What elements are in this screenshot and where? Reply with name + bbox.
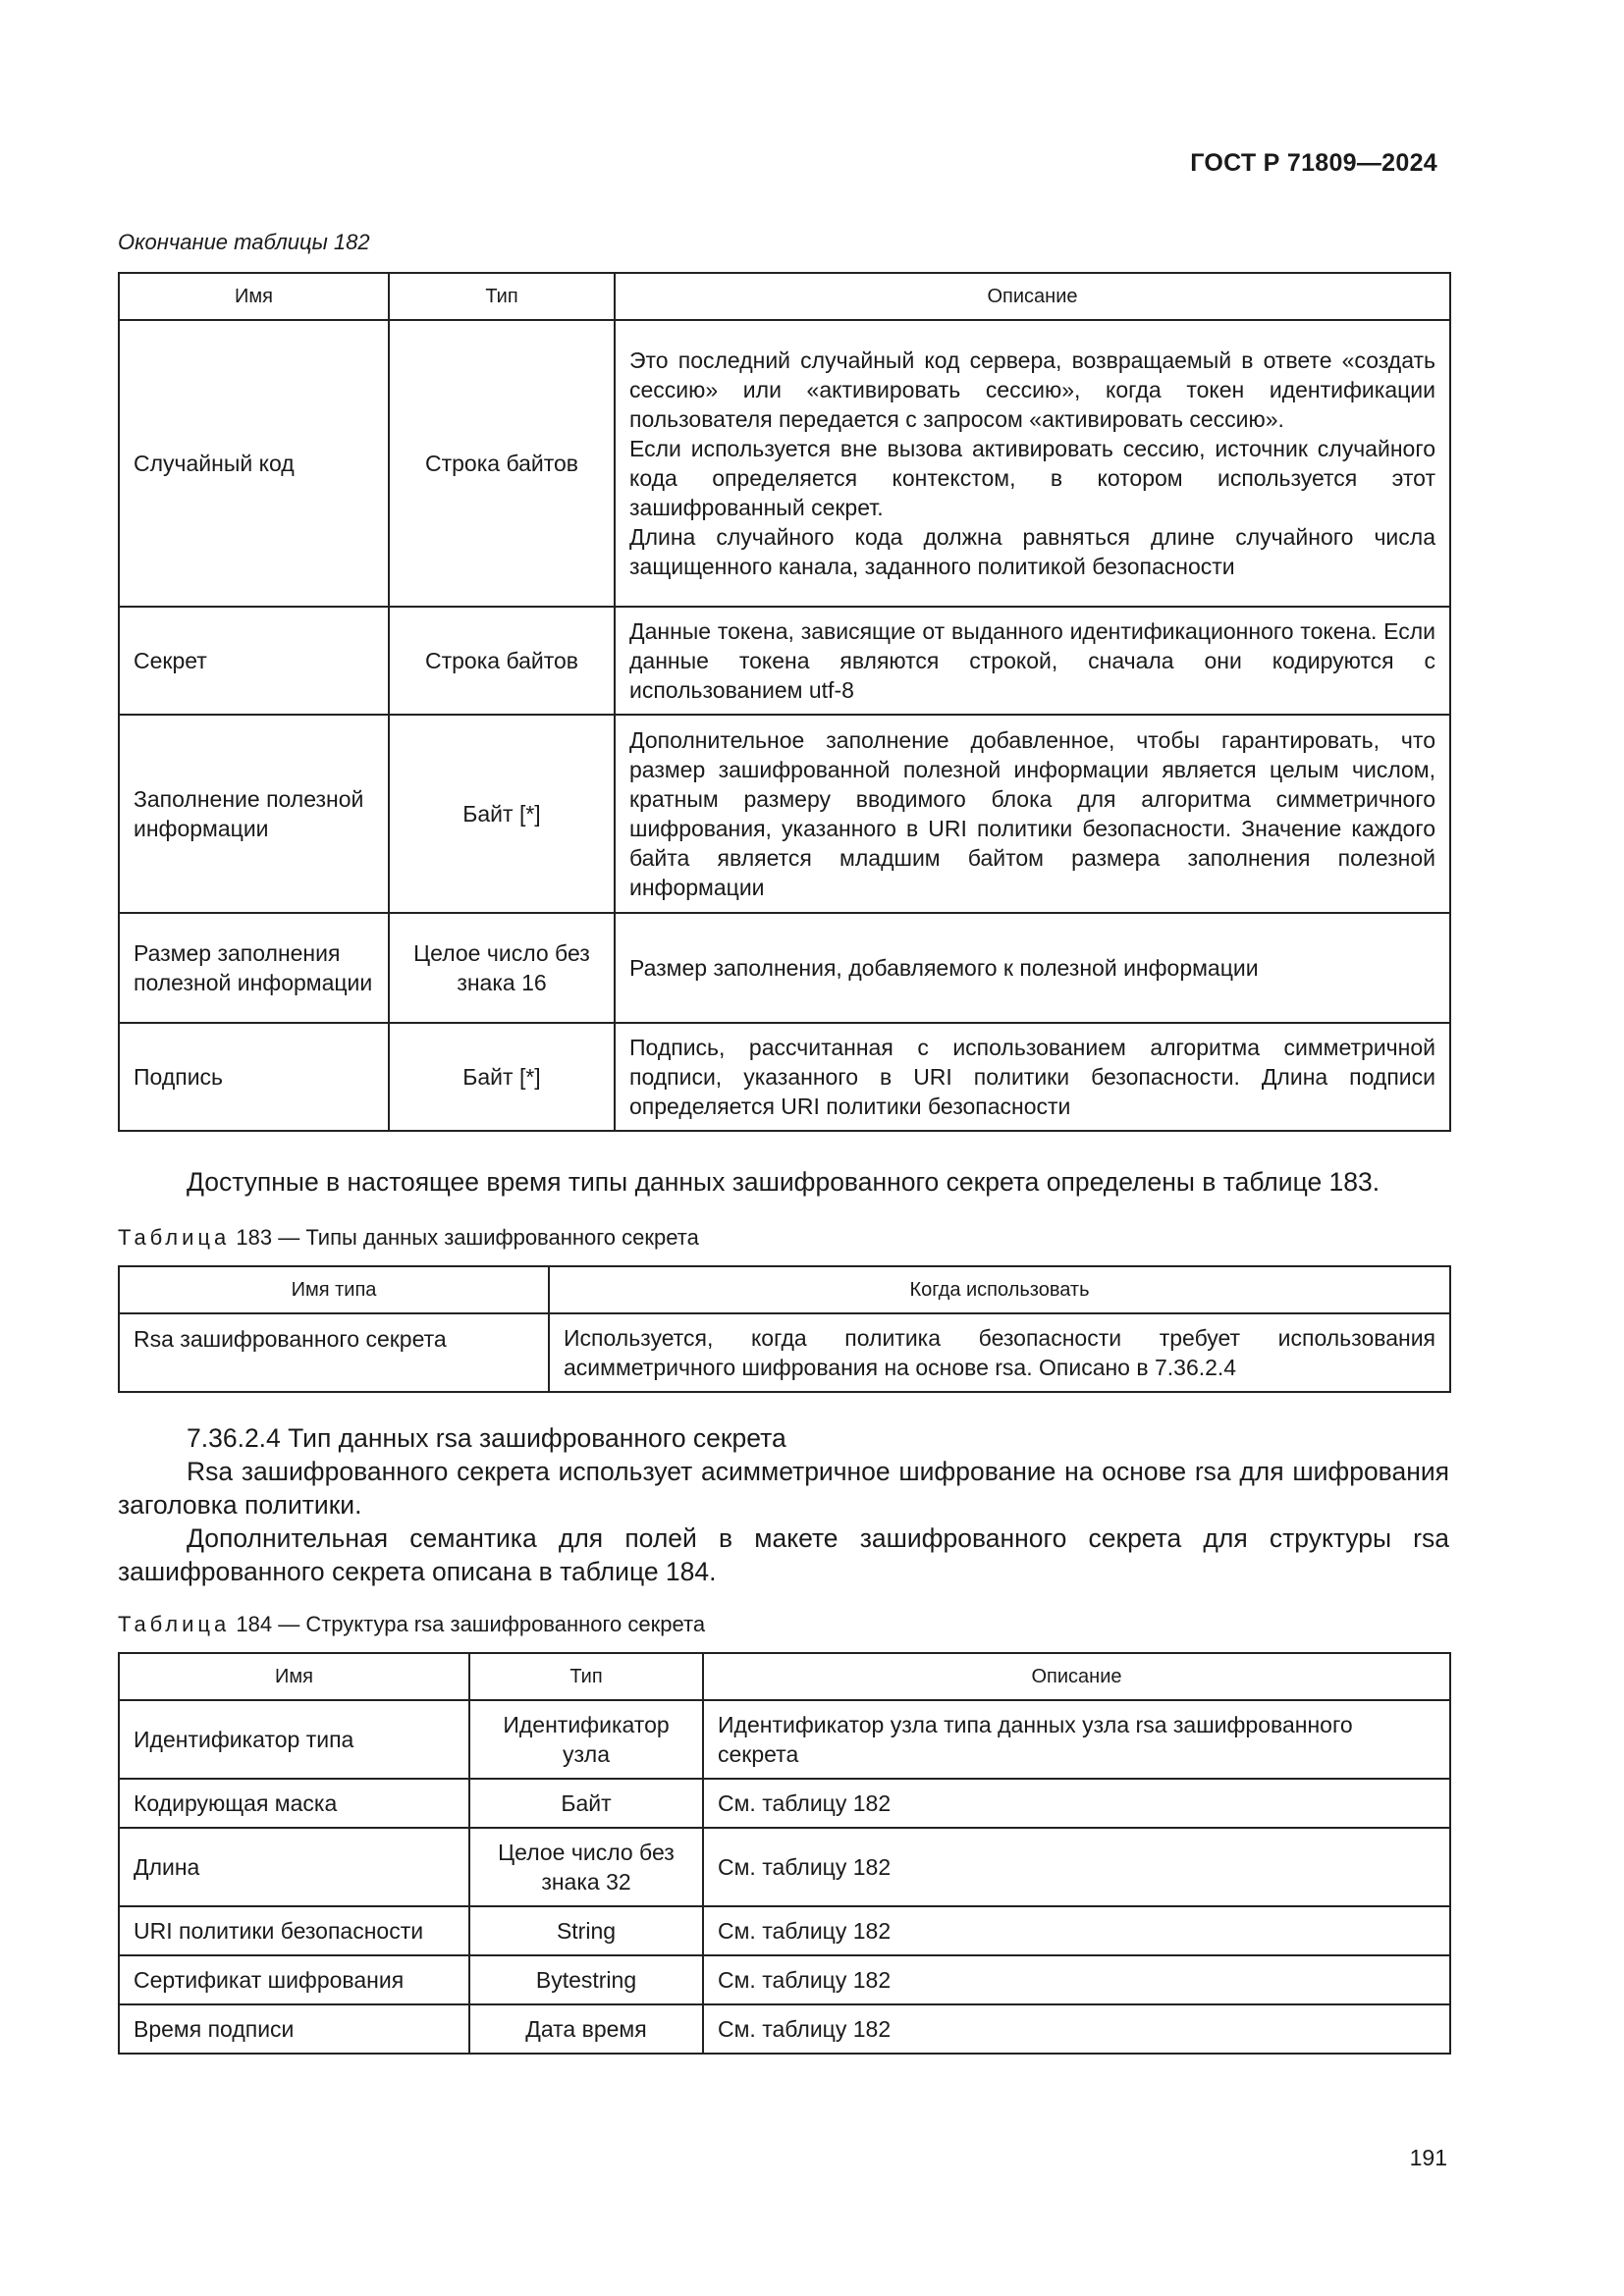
caption-label: Таблица [118, 1225, 231, 1250]
row-description: См. таблицу 182 [703, 1955, 1450, 2004]
row-name: Секрет [119, 607, 389, 715]
row-when: Используется, когда политика безопасности требует использования асимметричного шифрования на основе rsa. Описано в 7.36.2.4 [549, 1313, 1450, 1392]
description-paragraph: Если используется вне вызова активировать сессию, источник случайного кода определяется контекстом, в котором используется этот зашифрованный секрет. [629, 436, 1435, 520]
row-type: Строка байтов [389, 320, 615, 607]
caption-text: 184 — Структура rsa зашифрованного секрета [236, 1612, 706, 1636]
section-paragraph: Rsa зашифрованного секрета использует асимметричное шифрование на основе rsa для шифрования заголовка политики. [118, 1457, 1449, 1520]
row-name: Время подписи [119, 2004, 469, 2054]
table-row [119, 715, 1450, 913]
section-paragraph: Дополнительная семантика для полей в макете зашифрованного секрета для структуры rsa зашифрованного секрета описана в таблице 184. [118, 1523, 1449, 1586]
row-description: См. таблицу 182 [703, 1828, 1450, 1906]
row-description: Подпись, рассчитанная с использованием алгоритма симметричной подписи, указанного в URI политики безопасности. Длина подписи определяется URI политики безопасности [615, 1023, 1450, 1131]
document-code: ГОСТ Р 71809—2024 [1190, 149, 1437, 177]
row-type: Дата время [469, 2004, 703, 2054]
table-header-row [119, 273, 1450, 320]
row-type: Целое число без знака 32 [469, 1828, 703, 1906]
column-header: Описание [703, 1653, 1450, 1700]
table-row [119, 607, 1450, 715]
paragraph-available-types: Доступные в настоящее время типы данных зашифрованного секрета определены в таблице 183. [187, 1167, 1380, 1197]
row-name: Случайный код [119, 320, 389, 607]
section-heading: 7.36.2.4 Тип данных rsa зашифрованного секрета [187, 1423, 786, 1453]
row-type: Байт [*] [389, 1023, 615, 1131]
table-row [119, 320, 1450, 607]
caption-text: 183 — Типы данных зашифрованного секрета [236, 1225, 699, 1250]
table-183 [118, 1265, 1451, 1393]
row-type: Идентификатор узла [469, 1700, 703, 1779]
column-header: Тип [389, 273, 615, 320]
table-row [119, 1779, 1450, 1828]
table-header-row [119, 1266, 1450, 1313]
table-184-caption [118, 1612, 705, 1637]
row-type: String [469, 1906, 703, 1955]
page-number: 191 [1409, 2145, 1447, 2170]
caption-label: Таблица [118, 1612, 231, 1636]
row-name: Длина [119, 1828, 469, 1906]
description-paragraph: Длина случайного кода должна равняться длине случайного числа защищенного канала, заданного политикой безопасности [629, 524, 1435, 579]
row-description: См. таблицу 182 [703, 1779, 1450, 1828]
row-description: См. таблицу 182 [703, 1906, 1450, 1955]
row-description: См. таблицу 182 [703, 2004, 1450, 2054]
row-name: Идентификатор типа [119, 1700, 469, 1779]
row-name: Подпись [119, 1023, 389, 1131]
table-header-row [119, 1653, 1450, 1700]
table-row [119, 1955, 1450, 2004]
column-header: Когда использовать [549, 1266, 1450, 1313]
table-row [119, 1828, 1450, 1906]
table-184 [118, 1652, 1451, 2055]
column-header: Имя [119, 273, 389, 320]
table-183-caption [118, 1225, 699, 1251]
row-name: Rsa зашифрованного секрета [119, 1313, 549, 1392]
column-header: Имя типа [119, 1266, 549, 1313]
row-description: Данные токена, зависящие от выданного идентификационного токена. Если данные токена являются строкой, сначала они кодируются с использованием utf-8 [615, 607, 1450, 715]
table-row [119, 1023, 1450, 1131]
table-row [119, 1700, 1450, 1779]
table-row [119, 2004, 1450, 2054]
row-name: Заполнение полезной информации [119, 715, 389, 913]
row-type: Байт [*] [389, 715, 615, 913]
row-description: Дополнительное заполнение добавленное, чтобы гарантировать, что размер зашифрованной полезной информации является целым числом, кратным размеру вводимого блока для алгоритма симметричного шифрования, указанного в URI политики безопасности. Значение каждого байта является младшим байтом размера заполнения полезной информации [615, 715, 1450, 913]
row-name: Размер заполнения полезной информации [119, 913, 389, 1023]
row-type: Байт [469, 1779, 703, 1828]
table-row [119, 1313, 1450, 1392]
column-header: Описание [615, 273, 1450, 320]
row-name: URI политики безопасности [119, 1906, 469, 1955]
table-row [119, 913, 1450, 1023]
row-description: Идентификатор узла типа данных узла rsa зашифрованного секрета [703, 1700, 1450, 1779]
row-type: Bytestring [469, 1955, 703, 2004]
table-row [119, 1906, 1450, 1955]
row-name: Сертификат шифрования [119, 1955, 469, 2004]
column-header: Тип [469, 1653, 703, 1700]
table-182-continuation-caption: Окончание таблицы 182 [118, 230, 370, 254]
row-description: Размер заполнения, добавляемого к полезной информации [615, 913, 1450, 1023]
description-paragraph: Это последний случайный код сервера, возвращаемый в ответе «создать сессию» или «активировать сессию», когда токен идентификации пользователя передается с запросом «активировать сессию». [629, 347, 1435, 432]
row-type: Целое число без знака 16 [389, 913, 615, 1023]
row-type: Строка байтов [389, 607, 615, 715]
row-name: Кодирующая маска [119, 1779, 469, 1828]
table-182 [118, 272, 1451, 1132]
column-header: Имя [119, 1653, 469, 1700]
row-description [615, 320, 1450, 607]
